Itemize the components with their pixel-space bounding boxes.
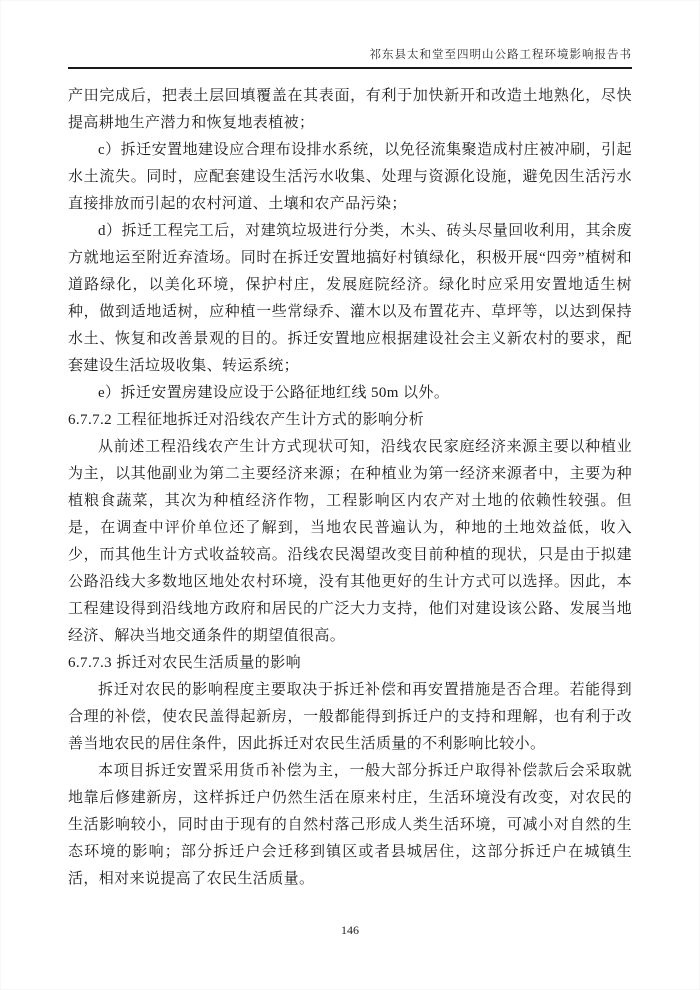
paragraph-land-restoration: 产田完成后，把表土层回填覆盖在其表面，有利于加快新开和改造土地熟化，尽快提高耕地生产潜力和恢复地表植被；	[68, 88, 632, 131]
paragraph-monetary-compensation: 本项目拆迁安置采用货币补偿为主，一般大部分拆迁户取得补偿款后会采取就地靠后修建新房，这样拆迁户仍然生活在原来村庄，生活环境没有改变，对农民的生活影响较小，同时由于现有的自然村落己形成人类生活环境，可减小对自然的生态环境的影响；部分拆迁户会迁移到镇区或者县城居住，这部分拆迁户在城镇生活，相对来说提高了农民生活质量。	[68, 763, 632, 887]
paragraph-item-e-redline: e）拆迁安置房建设应设于公路征地红线 50m 以外。	[98, 385, 450, 401]
document-body	[68, 83, 632, 893]
page-number: 146	[341, 923, 359, 937]
paragraph-item-d-greening: d）拆迁工程完工后，对建筑垃圾进行分类，木头、砖头尽量回收利用，其余废方就地运至附近弃渣场。同时在拆迁安置地搞好村镇绿化，积极开展“四旁”植树和道路绿化，以美化环境，保护村庄，发展庭院经济。绿化时应采用安置地适生树种，做到适地适树，应种植一些常绿乔、灌木以及布置花卉、草坪等，以达到保持水土、恢复和改善景观的目的。拆迁安置地应根据建设社会主义新农村的要求，配套建设生活垃圾收集、转运系统；	[68, 223, 632, 374]
paragraph-item-c-drainage: c）拆迁安置地建设应合理布设排水系统，以免径流集聚造成村庄被冲刷，引起水土流失。同时，应配套建设生活污水收集、处理与资源化设施，避免因生活污水直接排放而引起的农村河道、土壤和农产品污染；	[68, 142, 632, 212]
page-footer	[0, 923, 700, 938]
section-heading-6772: 6.7.7.2 工程征地拆迁对沿线农产生计方式的影响分析	[68, 412, 425, 428]
paragraph-livelihood-analysis: 从前述工程沿线农产生计方式现状可知，沿线农民家庭经济来源主要以种植业为主，以其他副业为第二主要经济来源；在种植业为第一经济来源者中，主要为种植粮食蔬菜，其次为种植经济作物，工程影响区内农产对土地的依赖性较强。但是，在调查中评价单位还了解到，当地农民普遍认为，种地的土地效益低，收入少，而其他生计方式收益较高。沿线农民渴望改变目前种植的现状，只是由于拟建公路沿线大多数地区地处农村环境，没有其他更好的生计方式可以选择。因此，本工程建设得到沿线地方政府和居民的广泛大力支持，他们对建设该公路、发展当地经济、解决当地交通条件的期望值很高。	[68, 439, 632, 644]
header-title: 祁东县太和堂至四明山公路工程环境影响报告书	[369, 49, 632, 61]
section-heading-6773: 6.7.7.3 拆迁对农民生活质量的影响	[68, 655, 302, 671]
paragraph-compensation-impact: 拆迁对农民的影响程度主要取决于拆迁补偿和再安置措施是否合理。若能得到合理的补偿，使农民盖得起新房，一般都能得到拆迁户的支持和理解，也有利于改善当地农民的居住条件，因此拆迁对农民生活质量的不利影响比较小。	[68, 682, 632, 752]
page-header	[68, 46, 632, 69]
